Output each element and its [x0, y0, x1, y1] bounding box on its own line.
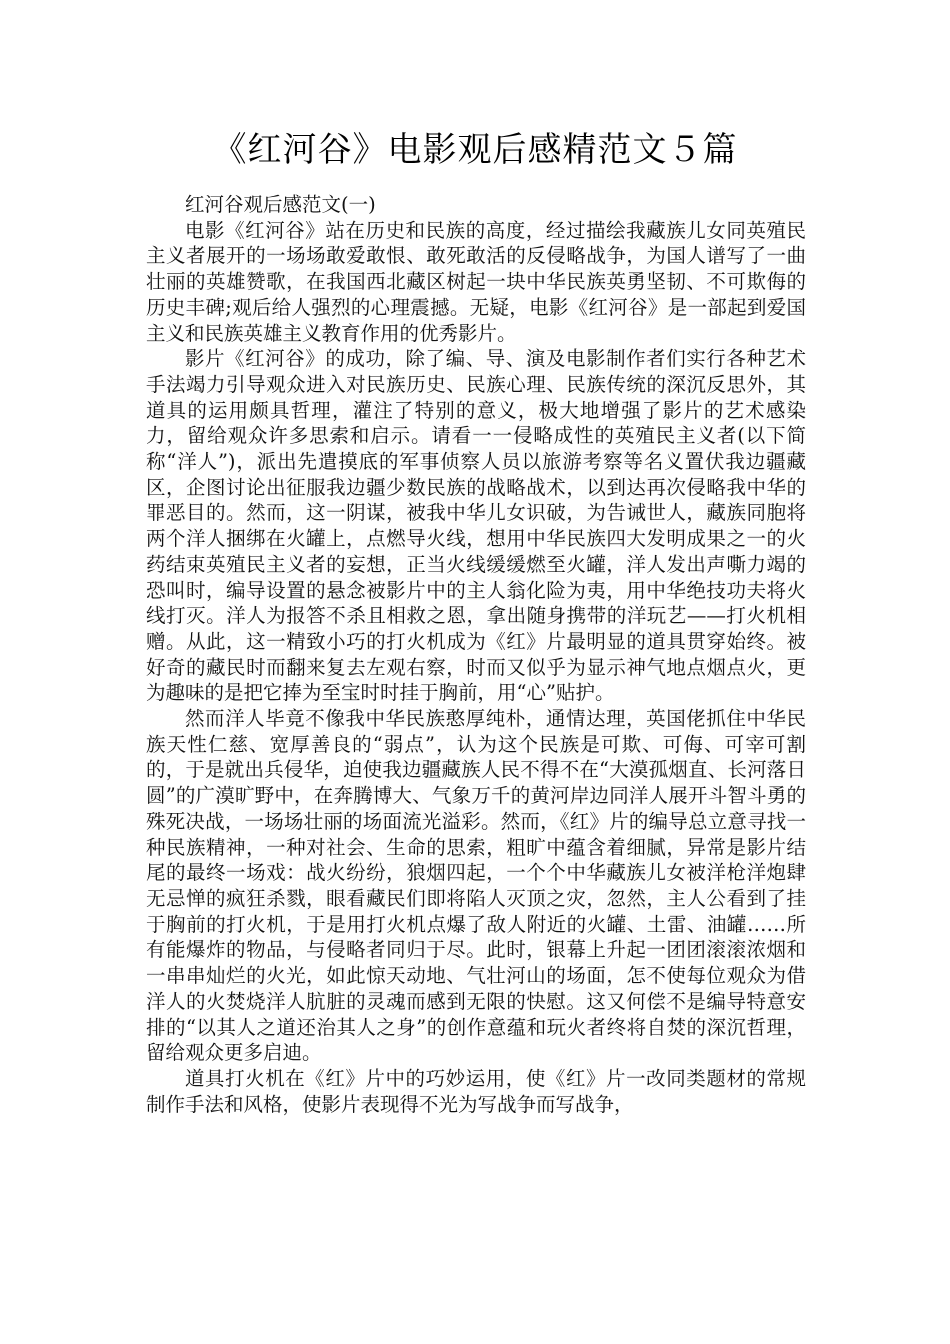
document-title: 《红河谷》电影观后感精范文５篇 — [212, 130, 738, 170]
document-body — [146, 192, 806, 1117]
section-heading: 红河谷观后感范文(一) — [185, 193, 376, 216]
paragraph: 然而洋人毕竟不像我中华民族憨厚纯朴，通情达理，英国佬抓住中华民族天性仁慈、宽厚善良的“弱点”，认为这个民族是可欺、可侮、可宰可割的，于是就出兵侵华，迫使我边疆藏族人民不得不在“大漠孤烟直、长河落日圆”的广漠旷野中，在奔腾博大、气象万千的黄河岸边同洋人展开斗智斗勇的殊死决战，一场场壮丽的场面流光溢彩。然而，《红》片的编导总立意寻找一种民族精神，一种对社会、生命的思索，粗旷中蕴含着细腻，异常是影片结尾的最终一场戏：战火纷纷，狼烟四起，一个个中华藏族儿女被洋枪洋炮肆无忌惮的疯狂杀戮，眼看藏民们即将陷人灭顶之灾，忽然，主人公看到了挂于胸前的打火机，于是用打火机点爆了敌人附近的火罐、土雷、油罐……所有能爆炸的物品，与侵略者同归于尽。此时，银幕上升起一团团滚滚浓烟和一串串灿烂的火光，如此惊天动地、气壮河山的场面，怎不使每位观众为借洋人的火焚烧洋人肮脏的灵魂而感到无限的快慰。这又何偿不是编导特意安排的“以其人之道还治其人之身”的创作意蕴和玩火者终将自焚的深沉哲理，留给观众更多启迪。 — [146, 707, 806, 1065]
paragraph: 影片《红河谷》的成功，除了编、导、演及电影制作者们实行各种艺术手法竭力引导观众进入对民族历史、民族心理、民族传统的深沉反思外，其道具的运用颇具哲理，灌注了特别的意义，极大地增强了影片的艺术感染力，留给观众许多思索和启示。请看一一侵略成性的英殖民主义者(以下简称“洋人”)，派出先遣摸底的军事侦察人员以旅游考察等名义置伏我边疆藏区，企图讨论出征服我边疆少数民族的战略战术，以到达再次侵略我中华的罪恶目的。然而，这一阴谋，被我中华儿女识破，为告诫世人，藏族同胞将两个洋人捆绑在火罐上，点燃导火线，想用中华民族四大发明成果之一的火药结束英殖民主义者的妄想，正当火线缓缓燃至火罐，洋人发出声嘶力竭的恐叫时，编导设置的悬念被影片中的主人翁化险为夷，用中华绝技功夫将火线打灭。洋人为报答不杀且相救之恩，拿出随身携带的洋玩艺——打火机相赠。从此，这一精致小巧的打火机成为《红》片最明显的道具贯穿始终。被好奇的藏民时而翻来复去左观右察，时而又似乎为显示神气地点烟点火，更为趣味的是把它捧为至宝时时挂于胸前，用“心”贴护。 — [146, 347, 806, 705]
paragraph: 电影《红河谷》站在历史和民族的高度，经过描绘我藏族儿女同英殖民主义者展开的一场场敢爱敢恨、敢死敢活的反侵略战争，为国人谱写了一曲壮丽的英雄赞歌，在我国西北藏区树起一块中华民族英勇坚韧、不可欺侮的历史丰碑;观后给人强烈的心理震撼。无疑，电影《红河谷》是一部起到爱国主义和民族英雄主义教育作用的优秀影片。 — [146, 218, 806, 345]
paragraph: 道具打火机在《红》片中的巧妙运用，使《红》片一改同类题材的常规制作手法和风格，使影片表现得不光为写战争而写战争， — [146, 1066, 806, 1116]
